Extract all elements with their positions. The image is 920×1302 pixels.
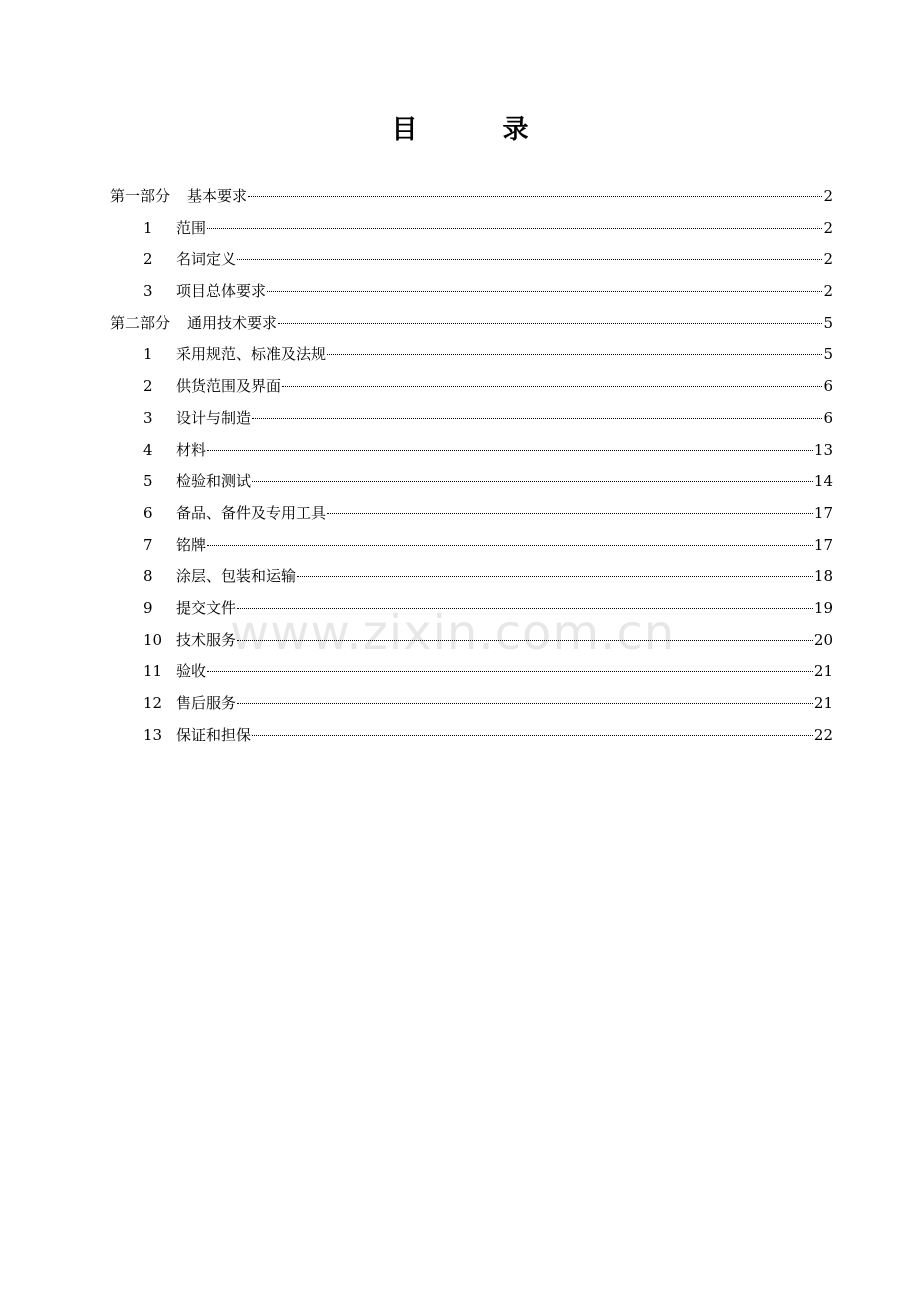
toc-dot-leader [252,418,822,419]
toc-dot-leader [237,608,813,609]
toc-entry-label: 涂层、包装和运输 [176,567,297,586]
toc-page-number: 20 [813,630,833,649]
toc-dot-leader [282,386,822,387]
toc-entry[interactable] [110,406,833,438]
toc-entry-label: 备品、备件及专用工具 [176,503,327,522]
toc-page-number: 6 [823,408,833,427]
toc-entry-number: 1 [143,218,153,237]
toc-page-number: 5 [823,345,833,364]
toc-entry[interactable] [110,723,833,755]
watermark: www.zixin.com.cn [230,605,676,661]
toc-dot-leader [267,291,822,292]
toc-page-number: 6 [823,377,833,396]
toc-entry[interactable] [110,279,833,311]
toc-page-number: 17 [813,535,833,554]
toc-page-number: 13 [813,440,833,459]
toc-entry[interactable] [110,691,833,723]
toc-dot-leader [237,259,822,260]
toc-entry-number: 3 [143,408,153,427]
toc-dot-leader [297,576,813,577]
toc-entry-label: 材料 [176,440,207,459]
toc-page-number: 22 [813,725,833,744]
toc-entry-number: 2 [143,377,153,396]
toc-dot-leader [207,545,813,546]
toc-part-entry[interactable] [110,311,833,343]
table-of-contents [110,184,833,754]
toc-page-number: 14 [813,472,833,491]
toc-entry[interactable] [110,501,833,533]
toc-entry-label: 通用技术要求 [187,313,278,332]
toc-entry[interactable] [110,247,833,279]
toc-page-number: 2 [823,250,833,269]
toc-dot-leader [278,323,822,324]
toc-dot-leader [248,196,822,197]
toc-entry[interactable] [110,596,833,628]
toc-entry-label: 售后服务 [176,694,237,712]
toc-part-entry[interactable] [110,184,833,216]
toc-entry[interactable] [110,564,833,596]
toc-entry-label: 项目总体要求 [176,282,267,301]
toc-entry-number: 1 [143,345,153,364]
toc-entry[interactable] [110,628,833,660]
toc-entry-number: 7 [143,535,153,554]
toc-entry-label: 名词定义 [176,250,237,269]
toc-entry-label: 采用规范、标准及法规 [176,345,327,364]
toc-entry-number: 3 [143,282,153,301]
toc-dot-leader [327,354,822,355]
toc-page-number: 5 [823,313,833,332]
toc-entry[interactable] [110,438,833,470]
toc-dot-leader [327,513,813,514]
toc-dot-leader [207,228,822,229]
toc-entry-number: 9 [143,598,153,617]
toc-page-number: 21 [813,694,833,712]
toc-page-number: 2 [823,187,833,205]
toc-dot-leader [237,703,813,704]
toc-entry-label: 技术服务 [176,630,237,649]
toc-page-number: 21 [813,662,833,681]
toc-entry-number: 2 [143,250,153,269]
toc-entry-number: 10 [143,630,163,649]
toc-entry-label: 保证和担保 [176,725,252,744]
toc-entry-label: 验收 [176,662,207,681]
toc-entry[interactable] [110,533,833,565]
toc-entry-label: 设计与制造 [176,408,252,427]
toc-entry-number: 6 [143,503,153,522]
toc-entry[interactable] [110,374,833,406]
toc-entry-label: 检验和测试 [176,472,252,491]
toc-dot-leader [207,450,813,451]
toc-entry-label: 铭牌 [176,535,207,554]
toc-entry[interactable] [110,342,833,374]
toc-page-number: 2 [823,218,833,237]
toc-dot-leader [252,481,813,482]
toc-entry-number: 4 [143,440,153,459]
toc-entry-number: 11 [143,662,163,681]
toc-entry-number: 5 [143,472,153,491]
toc-dot-leader [237,640,813,641]
toc-dot-leader [252,735,813,736]
toc-entry-label: 范围 [176,218,207,237]
toc-entry-label: 提交文件 [176,598,237,617]
toc-part-label: 第二部分 [110,313,171,332]
toc-entry-number: 13 [143,725,163,744]
toc-dot-leader [207,671,813,672]
toc-page-number: 19 [813,598,833,617]
toc-page-number: 17 [813,503,833,522]
toc-entry-number: 8 [143,567,153,586]
toc-entry-label: 基本要求 [187,187,248,205]
toc-entry-number: 12 [143,694,163,712]
page-title: 目 录 [391,115,567,145]
toc-part-label: 第一部分 [110,187,171,205]
toc-entry[interactable] [110,216,833,248]
toc-page-number: 18 [813,567,833,586]
toc-entry[interactable] [110,659,833,691]
toc-entry[interactable] [110,469,833,501]
toc-page-number: 2 [823,282,833,301]
toc-entry-label: 供货范围及界面 [176,377,282,396]
